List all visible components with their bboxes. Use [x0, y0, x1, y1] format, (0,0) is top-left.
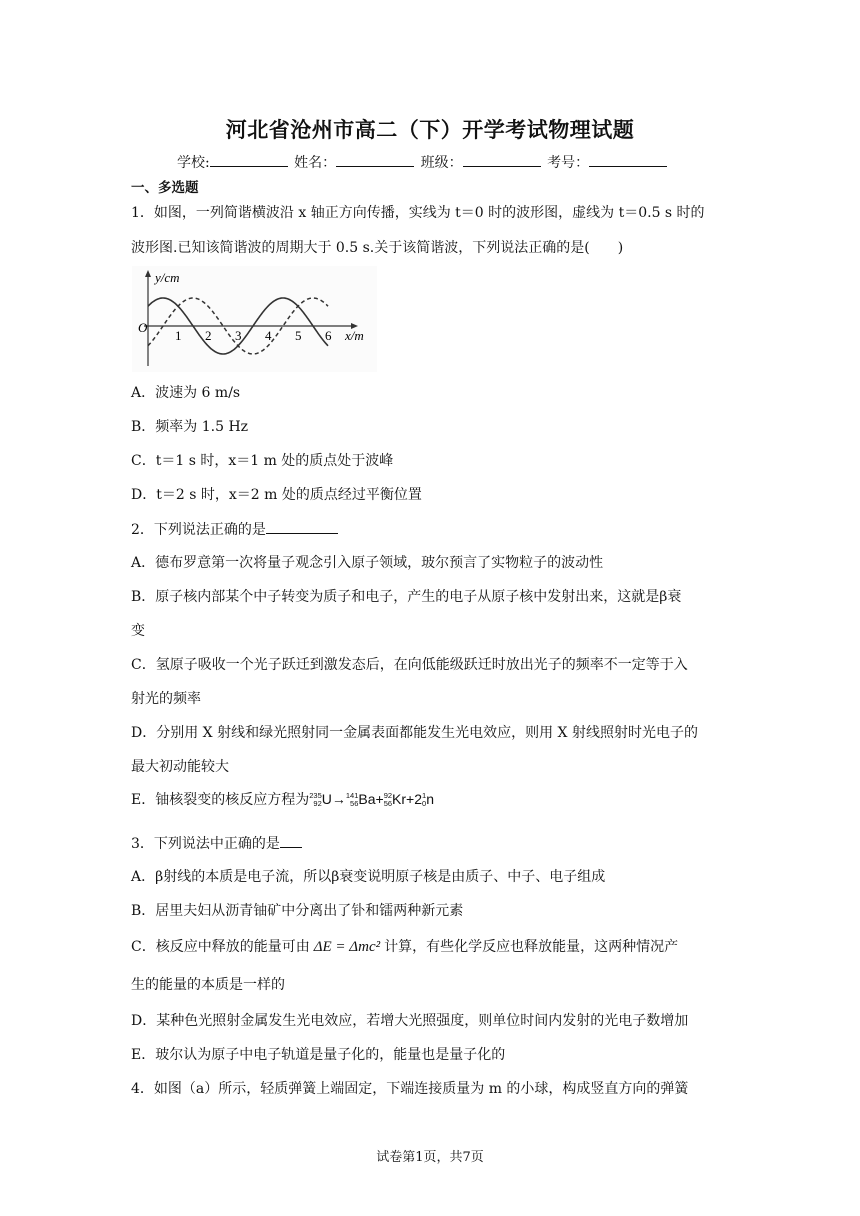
u-z: 92 [313, 799, 322, 809]
q2-option-a: A．德布罗意第一次将量子观念引入原子领域，玻尔预言了实物粒子的波动性 [131, 555, 604, 571]
wave-tick-label: 5 [295, 328, 302, 343]
q2-option-c-line2: 射光的频率 [131, 691, 201, 707]
q1-option-a: A．波速为 6 m/s [131, 385, 241, 401]
fission-equation [309, 791, 434, 807]
plus-2: +2 [406, 791, 423, 807]
q2-option-e-text: E．铀核裂变的核反应方程为 [131, 792, 310, 808]
q1-option-b: B．频率为 1.5 Hz [131, 419, 249, 435]
q3-option-a: A．β射线的本质是电子流，所以β衰变说明原子核是由质子、中子、电子组成 [131, 869, 606, 885]
q3-option-b: B．居里夫妇从沥青铀矿中分离出了钋和镭两种新元素 [131, 903, 464, 919]
kr-symbol: Kr [392, 791, 407, 807]
number-label: 考号： [547, 155, 590, 171]
q4-stem-line1: 4．如图（a）所示，轻质弹簧上端固定，下端连接质量为 m 的小球，构成竖直方向的弹簧 [131, 1081, 689, 1097]
q3-stem-text: 3．下列说法中正确的是 [131, 836, 280, 852]
ba-symbol: Ba [358, 791, 376, 807]
q3-answer-blank [280, 834, 302, 848]
class-label: 班级： [420, 155, 463, 171]
q2-option-b-line2: 变 [131, 623, 145, 639]
kr-z: 56 [383, 799, 393, 809]
n-mass: 1 [422, 791, 427, 801]
q2-option-b-line1: B．原子核内部某个中子转变为质子和电子，产生的电子从原子核中发射出来，这就是β衰 [131, 589, 682, 605]
name-blank [336, 154, 414, 167]
u-mass: 235 [309, 791, 322, 801]
wave-tick-label: 3 [235, 328, 242, 343]
q3-option-d: D．某种色光照射金属发生光电效应，若增大光照强度，则单位时间内发射的光电子数增加 [131, 1013, 689, 1029]
wave-origin: O [138, 320, 148, 335]
page-title: 河北省沧州市高二（下）开学考试物理试题 [225, 118, 635, 142]
school-label: 学校: [177, 155, 210, 171]
q1-stem-line1: 1．如图，一列简谐横波沿 x 轴正方向传播，实线为 t＝0 时的波形图，虚线为 t＝0.5 s 时的 [131, 205, 705, 221]
q3-option-e: E．玻尔认为原子中电子轨道是量子化的，能量也是量子化的 [131, 1047, 506, 1063]
q1-stem-line2: 波形图.已知该简谐波的周期大于 0.5 s.关于该简谐波，下列说法正确的是( ) [131, 240, 624, 256]
q3-option-c-suffix: 计算，有些化学反应也释放能量，这两种情况产 [384, 939, 679, 955]
wave-tick-label: 1 [175, 328, 182, 343]
n-symbol: n [426, 791, 434, 807]
ba-z: 56 [350, 799, 359, 809]
q1-option-d: D．t＝2 s 时，x＝2 m 处的质点经过平衡位置 [131, 487, 422, 503]
q2-option-d-line1: D．分别用 X 射线和绿光照射同一金属表面都能发生光电效应，则用 X 射线照射时光电子的 [131, 725, 698, 741]
q2-stem [131, 520, 338, 539]
wave-ylabel: y/cm [155, 270, 180, 285]
q2-option-d-line2: 最大初动能较大 [131, 759, 229, 775]
page-footer: 试卷第1页，共7页 [376, 1150, 484, 1165]
q1-option-c: C．t＝1 s 时，x＝1 m 处的质点处于波峰 [131, 453, 394, 469]
q2-option-e [131, 790, 434, 809]
q3-option-c-prefix: C．核反应中释放的能量可由 [131, 939, 310, 955]
q2-answer-blank [266, 520, 338, 534]
n-z: 0 [422, 799, 427, 809]
name-label: 姓名： [294, 155, 337, 171]
kr-mass: 92 [383, 791, 393, 801]
number-blank [589, 154, 667, 167]
wave-tick-label: 6 [325, 328, 332, 343]
energy-equation: ΔE = Δmc² [313, 939, 381, 955]
wave-figure [132, 266, 377, 372]
arrow: → [331, 791, 346, 807]
class-blank [463, 154, 541, 167]
u-symbol: U [321, 791, 332, 807]
plus-1: + [375, 791, 384, 807]
school-blank [210, 154, 288, 167]
q3-stem [131, 834, 302, 853]
student-info-row [177, 152, 669, 172]
q3-option-c-line2: 生的能量的本质是一样的 [131, 977, 285, 993]
q3-option-c-line1 [131, 938, 678, 956]
q2-stem-text: 2．下列说法正确的是 [131, 522, 266, 538]
section-heading-multi-choice: 一、多选题 [131, 180, 199, 196]
q2-option-c-line1: C．氢原子吸收一个光子跃迁到激发态后，在向低能级跃迁时放出光子的频率不一定等于入 [131, 657, 688, 673]
wave-xlabel: x/m [345, 328, 364, 343]
wave-tick-label: 4 [265, 328, 272, 343]
ba-mass: 141 [345, 791, 359, 801]
wave-tick-label: 2 [205, 328, 212, 343]
